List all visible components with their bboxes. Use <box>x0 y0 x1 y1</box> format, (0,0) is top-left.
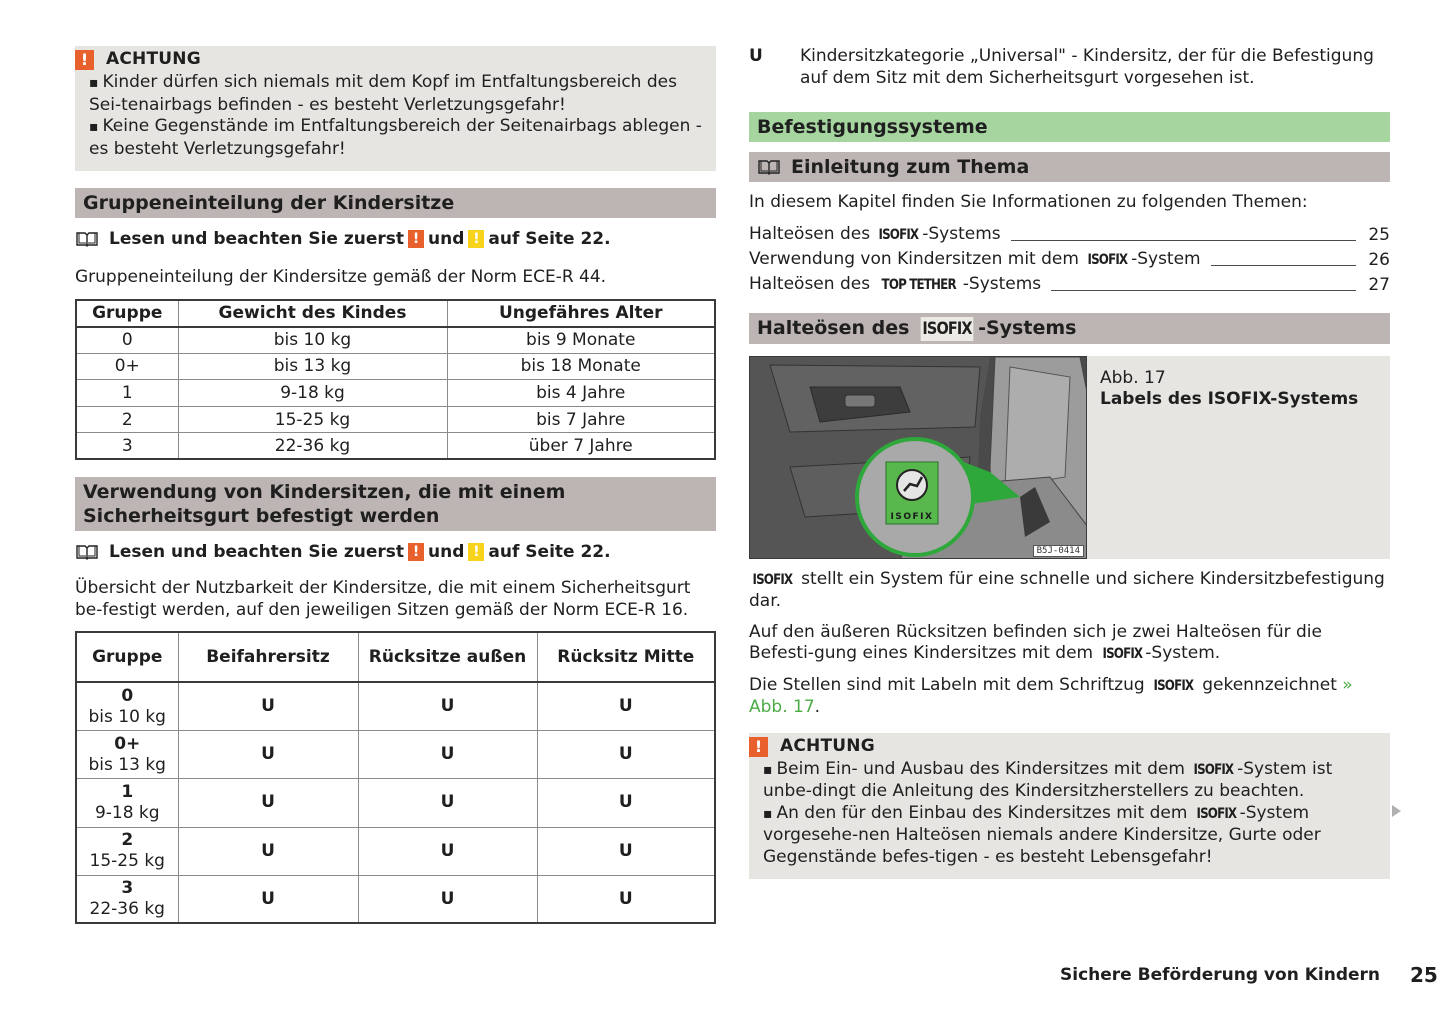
read-first-and: und <box>428 542 465 563</box>
read-first-and: und <box>428 229 465 249</box>
isofix-logo: ISOFIX <box>1196 805 1237 822</box>
column-header: Beifahrersitz <box>178 632 358 682</box>
isofix-logo: ISOFIX <box>1102 646 1142 662</box>
toc-label <box>749 222 1011 247</box>
table-cell: 15-25 kg <box>178 406 447 433</box>
figure-code: B5J-0414 <box>1033 545 1084 557</box>
group-cell <box>76 731 178 779</box>
toc-leader-line <box>1211 265 1356 266</box>
legend-text: Kindersitzkategorie „Universal" - Kindersitz, der für die Befestigung auf dem Sitz mit dem Sicherheitsgurt vorgesehen ist. <box>800 46 1374 88</box>
table-cell: U <box>358 731 537 779</box>
isofix-logo: ISOFIX <box>1193 761 1234 778</box>
table-cell: 1 <box>76 380 178 407</box>
table-row <box>76 433 715 460</box>
group-weight: 15-25 kg <box>89 851 165 872</box>
toc-entry[interactable] <box>749 272 1390 297</box>
group-table <box>75 299 716 461</box>
read-first-note <box>75 541 716 563</box>
column-header: Gewicht des Kindes <box>178 300 447 327</box>
caution-yellow-icon: ! <box>468 230 484 248</box>
table-row <box>76 731 715 779</box>
book-icon <box>757 159 781 175</box>
section-title-text: Halteösen des <box>757 316 917 339</box>
warning-orange-icon: ! <box>408 230 424 248</box>
legend-entry <box>749 46 1390 89</box>
isofix-label-illustration <box>749 356 1087 559</box>
table-row <box>76 327 715 354</box>
warning-orange-icon: ! <box>75 50 94 70</box>
paragraph-text: Die Stellen sind mit Labeln mit dem Schriftzug <box>749 674 1151 695</box>
figure <box>749 356 1390 559</box>
group-cell <box>76 875 178 923</box>
warning-text: Beim Ein- und Ausbau des Kindersitzes mit dem <box>776 758 1191 779</box>
group-cell <box>76 682 178 730</box>
figure-number: Abb. 17 <box>1100 367 1166 388</box>
figure-caption <box>1087 356 1390 559</box>
table-cell: U <box>537 827 715 875</box>
paragraph-text: gekennzeichnet <box>1196 674 1343 695</box>
isofix-logo: ISOFIX <box>752 571 793 588</box>
table-cell: bis 7 Jahre <box>447 406 715 433</box>
warning-box <box>75 46 716 171</box>
paragraph-text: Auf den äußeren Rücksitzen befinden sich je zwei Halteösen für die Befesti-gung eines Kindersitzes mit dem <box>749 621 1322 663</box>
table-cell: U <box>537 682 715 730</box>
toc-text: Halteösen des <box>749 273 876 294</box>
toc-leader-line <box>1011 240 1356 241</box>
warning-text: -System ist unbe-dingt die Anleitung des Kindersitzherstellers zu beachten. <box>763 758 1333 801</box>
group-weight: 9-18 kg <box>94 802 160 823</box>
group-cell <box>76 779 178 827</box>
column-header: Rücksitz Mitte <box>537 632 715 682</box>
toc-entry[interactable] <box>749 247 1390 272</box>
column-header: Gruppe <box>76 632 178 682</box>
table-cell: U <box>358 875 537 923</box>
table-cell: U <box>178 779 358 827</box>
caution-yellow-icon: ! <box>468 543 484 561</box>
group-weight: bis 13 kg <box>88 754 166 775</box>
paragraph <box>749 675 1390 719</box>
warning-box <box>749 733 1390 880</box>
table-cell: 0 <box>76 327 178 354</box>
toc-page: 25 <box>1368 224 1390 245</box>
table-row <box>76 875 715 923</box>
table-cell: U <box>178 731 358 779</box>
isofix-logo: ISOFIX <box>922 318 972 339</box>
table-cell: 2 <box>76 406 178 433</box>
read-first-prefix: Lesen und beachten Sie zuerst <box>109 542 405 563</box>
top-tether-logo: TOP TETHER <box>882 276 957 293</box>
toc-label <box>749 272 1051 297</box>
toc-label <box>749 247 1211 272</box>
paragraph-text: -System. <box>1145 643 1221 663</box>
table-cell: bis 9 Monate <box>447 327 715 354</box>
table-cell: U <box>358 827 537 875</box>
warning-orange-icon: ! <box>749 737 768 757</box>
table-cell: 0+ <box>76 353 178 380</box>
warning-title: ACHTUNG <box>106 49 201 70</box>
table-cell: U <box>178 682 358 730</box>
table-row <box>76 682 715 730</box>
warning-header <box>75 49 702 71</box>
toc-entry[interactable] <box>749 222 1390 247</box>
group-weight: bis 10 kg <box>88 706 166 727</box>
left-column <box>75 46 716 924</box>
table-of-contents <box>749 222 1390 297</box>
group-number: 0 <box>121 685 134 706</box>
warning-orange-icon: ! <box>408 543 424 561</box>
group-cell <box>76 827 178 875</box>
right-column <box>749 46 1390 879</box>
warning-text: An den für den Einbau des Kindersitzes mit dem <box>776 802 1193 823</box>
isofix-logo: ISOFIX <box>1153 677 1194 694</box>
table-row <box>76 380 715 407</box>
group-number: 2 <box>121 830 134 851</box>
table-cell: bis 4 Jahre <box>447 380 715 407</box>
toc-page: 26 <box>1368 249 1390 270</box>
chapter-heading: Befestigungssysteme <box>749 112 1390 142</box>
paragraph-text: . <box>814 697 821 717</box>
section-title: Einleitung zum Thema <box>791 156 1030 178</box>
warning-title: ACHTUNG <box>780 735 875 756</box>
read-first-suffix: auf Seite 22. <box>488 229 611 249</box>
car-interior-drawing <box>750 357 1087 559</box>
section-heading <box>749 152 1390 182</box>
legend-key: U <box>749 46 763 66</box>
toc-text: -Systems <box>962 273 1042 294</box>
paragraph-text: stellt ein System für eine schnelle und sichere Kindersitzbefestigung dar. <box>749 568 1385 611</box>
table-cell: 9-18 kg <box>178 380 447 407</box>
toc-text: Verwendung von Kindersitzen mit dem <box>749 248 1085 269</box>
paragraph: Übersicht der Nutzbarkeit der Kindersitze, die mit einem Sicherheitsgurt be-festigt werden, auf den jeweiligen Sitzen gemäß der Norm ECE-R 16. <box>75 578 691 620</box>
paragraph: In diesem Kapitel finden Sie Informationen zu folgenden Themen: <box>749 192 1308 212</box>
table-cell: U <box>537 731 715 779</box>
column-header: Ungefähres Alter <box>447 300 715 327</box>
toc-page: 27 <box>1368 274 1390 295</box>
table-cell: über 7 Jahre <box>447 433 715 460</box>
table-cell: bis 13 kg <box>178 353 447 380</box>
read-first-prefix: Lesen und beachten Sie zuerst <box>109 229 405 249</box>
table-cell: U <box>358 779 537 827</box>
group-number: 0+ <box>114 733 141 754</box>
section-heading: Verwendung von Kindersitzen, die mit einem Sicherheitsgurt befestigt werden <box>75 477 716 531</box>
table-cell: bis 10 kg <box>178 327 447 354</box>
isofix-label-text: ISOFIX <box>890 511 934 522</box>
table-cell: U <box>358 682 537 730</box>
isofix-logo: ISOFIX <box>1087 251 1128 268</box>
warning-text: -System vorgesehe-nen Halteösen niemals andere Kindersitze, Gurte oder Gegenstände befes-tigen - es besteht Lebensgefahr! <box>763 802 1321 867</box>
isofix-logo: ISOFIX <box>878 226 919 243</box>
figure-title: Labels des ISOFIX-Systems <box>1100 388 1359 409</box>
table-cell: U <box>537 779 715 827</box>
table-cell: 22-36 kg <box>178 433 447 460</box>
section-heading: Gruppeneinteilung der Kindersitze <box>75 188 716 218</box>
figure-reference-link[interactable]: » Abb. 17 <box>749 674 1353 717</box>
table-row <box>76 353 715 380</box>
table-cell: U <box>537 875 715 923</box>
column-header: Gruppe <box>76 300 178 327</box>
footer-chapter-title: Sichere Beförderung von Kindern <box>1060 965 1381 985</box>
toc-text: -System <box>1131 248 1201 269</box>
warning-item <box>763 803 1376 869</box>
page-footer <box>1060 963 1438 987</box>
table-row <box>76 406 715 433</box>
group-weight: 22-36 kg <box>89 899 165 920</box>
column-header: Rücksitze außen <box>358 632 537 682</box>
read-first-suffix: auf Seite 22. <box>488 542 611 563</box>
table-cell: 3 <box>76 433 178 460</box>
book-icon <box>75 231 99 247</box>
toc-text: Halteösen des <box>749 223 876 244</box>
table-cell: bis 18 Monate <box>447 353 715 380</box>
table-cell: U <box>178 827 358 875</box>
warning-item <box>763 759 1376 803</box>
warning-item: ▪ Kinder dürfen sich niemals mit dem Kopf im Entfaltungsbereich des Sei-tenairbags befinden - es besteht Verletzungsgefahr! <box>89 72 702 116</box>
group-number: 1 <box>121 781 134 802</box>
group-number: 3 <box>121 878 134 899</box>
paragraph <box>749 622 1390 666</box>
page-number: 25 <box>1410 963 1438 987</box>
table-cell: U <box>178 875 358 923</box>
paragraph <box>749 569 1390 613</box>
table-row <box>76 827 715 875</box>
book-icon <box>75 544 99 560</box>
continue-arrow-icon <box>1392 805 1401 817</box>
toc-text: -Systems <box>922 223 1001 244</box>
table-row <box>76 779 715 827</box>
seat-usage-table <box>75 631 716 924</box>
section-title-text: -Systems <box>978 316 1077 339</box>
warning-header <box>749 736 1376 758</box>
warning-item: ▪ Keine Gegenstände im Entfaltungsbereich der Seitenairbags ablegen - es besteht Verletzungsgefahr! <box>89 116 702 160</box>
paragraph: Gruppeneinteilung der Kindersitze gemäß der Norm ECE-R 44. <box>75 267 607 287</box>
section-heading <box>749 313 1390 344</box>
toc-leader-line <box>1051 290 1356 291</box>
read-first-note <box>75 228 716 250</box>
